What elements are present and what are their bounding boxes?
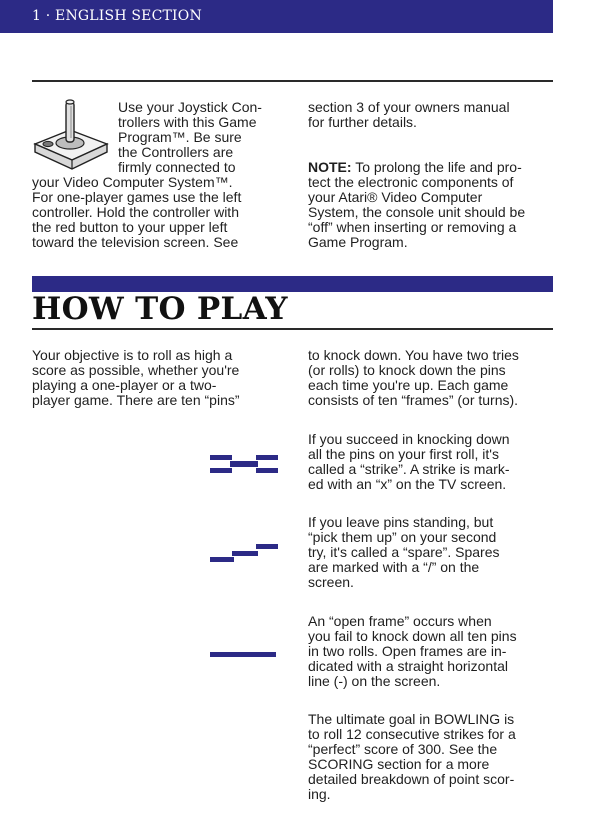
spare-marker-icon — [210, 541, 278, 565]
perfect-score-text: The ultimate goal in BOWLING is to roll 12 consecutive strikes for a “perfect” score of 300. See the SCORING section for a more detailed breakdown of point scor- ing. — [308, 711, 516, 802]
section-header-bar — [0, 0, 553, 33]
joystick-icon — [32, 94, 110, 174]
title-rule — [32, 328, 553, 330]
frames-text: to knock down. You have two tries (or rolls) to knock down the pins each time you're up. Each game consists of ten “frames” (or turns). — [308, 347, 519, 408]
strike-text: If you succeed in knocking down all the pins on your first roll, it's called a “strike”. A strike is mark- ed with an “x” on the TV screen. — [308, 431, 510, 492]
top-rule — [32, 80, 553, 82]
setup-continued-text: section 3 of your owners manual for further details. — [308, 99, 510, 130]
open-frame-text: An “open frame” occurs when you fail to knock down all ten pins in two rolls. Open frames are in- dicated with a straight horizontal line (-) on the screen. — [308, 613, 517, 689]
objective-text: Your objective is to roll as high a score as possible, whether you're playing a one-player or a two- player game. There are ten “pins” — [32, 347, 240, 408]
spare-text: If you leave pins standing, but “pick them up” on your second try, it's called a “spare”. Spares are marked with a “/” on the screen. — [308, 514, 500, 590]
setup-instructions-text: your Video Computer System™. For one-player games use the left controller. Hold the controller with the red button to your upper left toward the television screen. See — [32, 174, 242, 250]
open-frame-marker-icon — [210, 644, 278, 668]
section-label: 1 · ENGLISH SECTION — [32, 8, 202, 24]
section-band — [32, 276, 553, 292]
note-text: NOTE: To prolong the life and pro- tect the electronic components of your Atari® Video Computer System, the console unit should be “off” when inserting or removing a Game Program. — [308, 159, 526, 250]
section-title: HOW TO PLAY — [32, 291, 288, 327]
setup-intro-text: Use your Joystick Con- trollers with this Game Program™. Be sure the Controllers are firmly connected to — [118, 99, 262, 175]
note-label: NOTE: — [308, 159, 352, 175]
strike-marker-icon — [210, 452, 278, 476]
